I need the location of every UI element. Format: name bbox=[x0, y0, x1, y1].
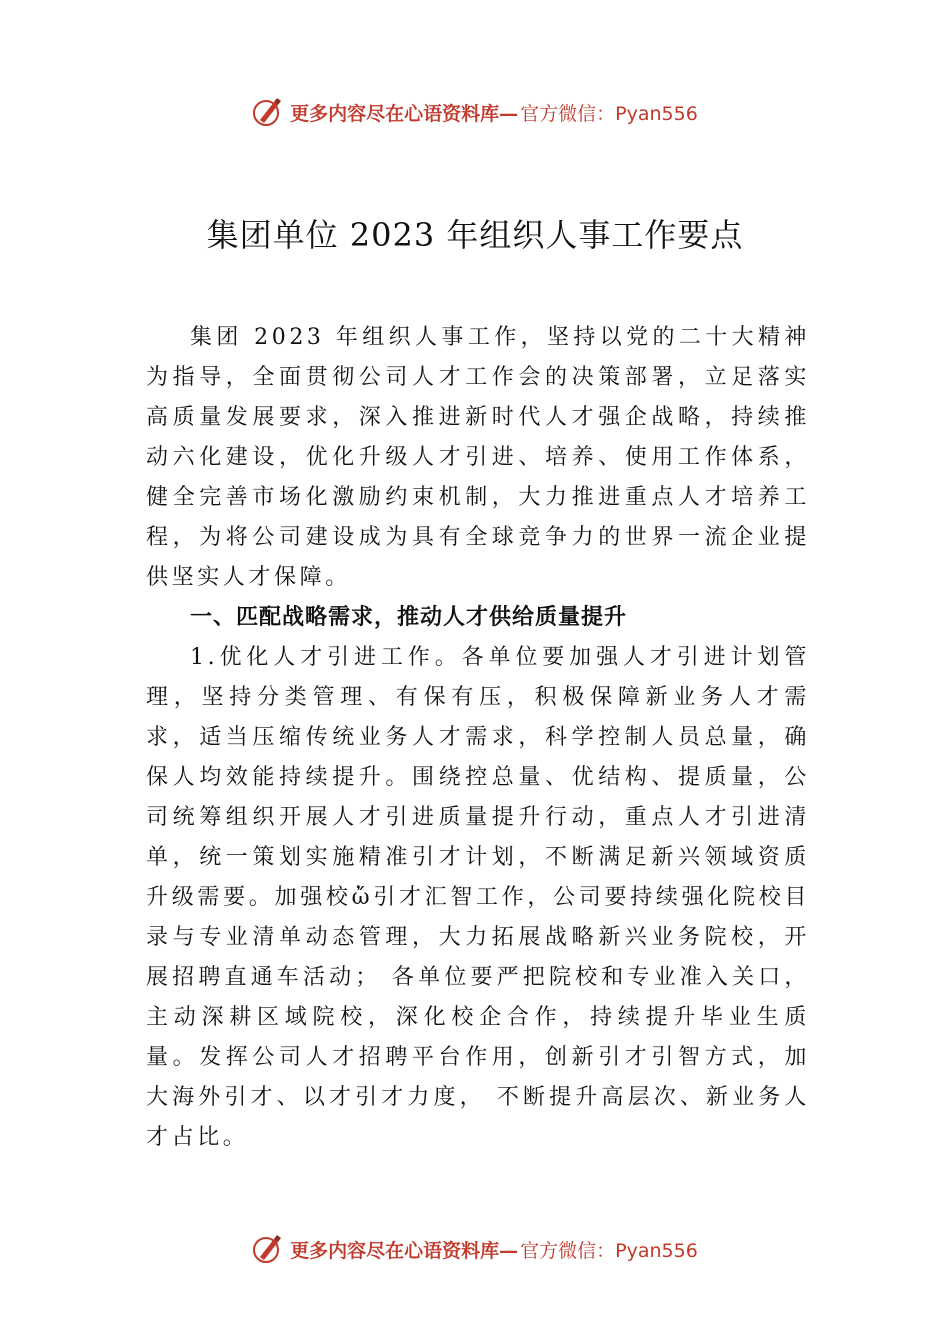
watermark-header bbox=[0, 96, 950, 128]
item-paragraph: 1.优化人才引进工作。各单位要加强人才引进计划管理，坚持分类管理、有保有压，积极保障新业务人才需求，适当压缩传统业务人才需求，科学控制人员总量，确保人均效能持续提升。围绕控总量、优结构、提质量，公司统筹组织开展人才引进质量提升行动，重点人才引进清单，统一策划实施精准引才计划，不断满足新兴领域资质升级需要。加强校ὤ引才汇智工作，公司要持续强化院校目录与专业清单动态管理，大力拓展战略新兴业务院校，开展招聘直通车活动； 各单位要严把院校和专业准入关口，主动深耕区域院校，深化校企合作，持续提升毕业生质量。发挥公司人才招聘平台作用，创新引才引智方式，加大海外引才、以才引才力度， 不断提升高层次、新业务人才占比。 bbox=[146, 645, 810, 1150]
watermark-contact-text: 官方微信：Pyan556 bbox=[520, 1239, 698, 1262]
watermark-main-text: 更多内容尽在心语资料库— bbox=[290, 102, 519, 125]
pen-logo-icon bbox=[252, 1233, 284, 1265]
intro-paragraph: 集团 2023 年组织人事工作，坚持以党的二十大精神为指导，全面贯彻公司人才工作会的决策部署，立足落实高质量发展要求，深入推进新时代人才强企战略，持续推动六化建设，优化升级人才引进、培养、使用工作体系，健全完善市场化激励约束机制，大力推进重点人才培养工程，为将公司建设成为具有全球竞争力的世界一流企业提供坚实人才保障。 bbox=[146, 325, 810, 590]
watermark-footer bbox=[0, 1233, 950, 1265]
pen-logo-icon bbox=[252, 96, 284, 128]
watermark-contact-text: 官方微信：Pyan556 bbox=[520, 102, 698, 125]
document-body bbox=[146, 318, 810, 1158]
watermark-main-text: 更多内容尽在心语资料库— bbox=[290, 1239, 519, 1262]
section-heading: 一、匹配战略需求，推动人才供给质量提升 bbox=[190, 605, 628, 630]
document-title: 集团单位 2023 年组织人事工作要点 bbox=[206, 216, 744, 254]
